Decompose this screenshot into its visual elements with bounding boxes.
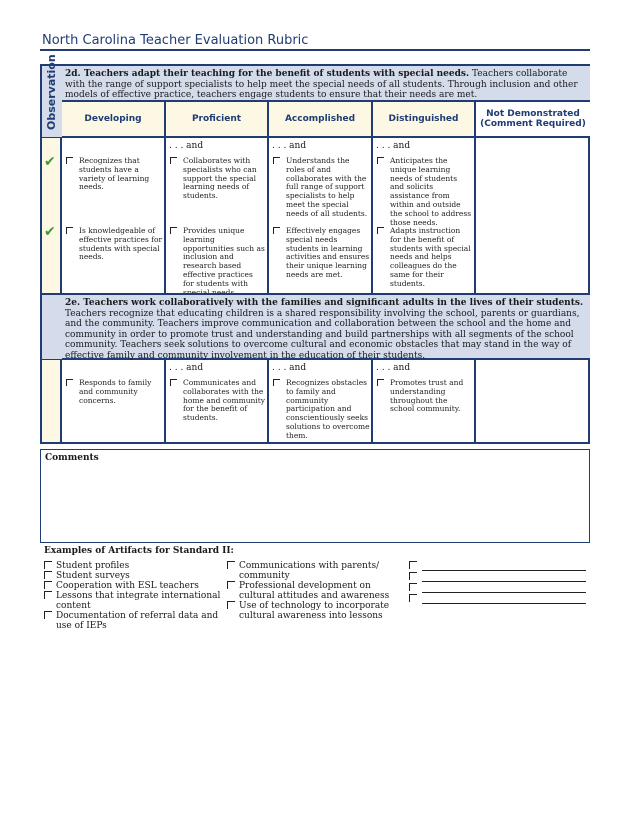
page-title: North Carolina Teacher Evaluation Rubric: [42, 33, 309, 48]
checkbox[interactable]: [273, 379, 280, 386]
artifact-checkbox[interactable]: [44, 571, 52, 579]
artifact-checkbox[interactable]: [227, 581, 235, 589]
blank-entry-line[interactable]: [422, 592, 586, 593]
artifact-item: Lessons that integrate international content: [56, 591, 221, 611]
checkbox[interactable]: [170, 379, 177, 386]
artifact-item: Communications with parents/ community: [239, 561, 380, 581]
rubric-item: Communicates and collaborates with the home and community for the benefit of students.: [183, 378, 266, 423]
blank-entry-line[interactable]: [422, 603, 586, 604]
rubric-item: Understands the roles of and collaborates with the full range of support specialists to help meet the special needs of all students.: [286, 156, 368, 218]
check-mark-icon: ✔: [44, 154, 56, 170]
check-mark-icon: ✔: [44, 224, 56, 240]
rubric-item: Anticipates the unique learning needs of students and solicits assistance from within and outside the school to address those needs.: [390, 156, 472, 227]
and-proficient-2d: . . . and: [169, 141, 204, 151]
artifact-item: Cooperation with ESL teachers: [56, 581, 199, 591]
title-rule: [40, 49, 590, 51]
rubric-item: Collaborates with specialists who can support the special learning needs of students.: [183, 156, 257, 201]
rubric-item: Promotes trust and understanding throughout the school community.: [390, 378, 464, 414]
artifact-checkbox[interactable]: [409, 572, 417, 580]
artifact-checkbox[interactable]: [227, 561, 235, 569]
header-distinguished: Distinguished: [373, 102, 476, 136]
rubric-item: Provides unique learning opportunities such as inclusion and research based effective practices for students with: [183, 226, 265, 288]
artifact-checkbox[interactable]: [227, 601, 235, 609]
and-accomplished-2d: . . . and: [272, 141, 307, 151]
artifact-item: Professional development on cultural attitudes and awareness: [239, 581, 390, 601]
rubric-item: Adapts instruction for the benefit of students with special needs and helps colleagues do the same for their students.: [390, 226, 471, 288]
standard-2d-description: [62, 66, 590, 102]
rubric-item: Recognizes obstacles to family and community participation and conscientiously seeks solutions to overcome them.: [286, 378, 370, 440]
comments-label: Comments: [45, 453, 99, 463]
and-accomplished-2e: . . . and: [272, 363, 307, 373]
artifact-item: Student profiles: [56, 561, 130, 571]
artifact-checkbox[interactable]: [409, 583, 417, 591]
side-band-2e: [42, 293, 62, 360]
checkbox[interactable]: [273, 227, 280, 234]
artifacts-title: Examples of Artifacts for Standard II:: [44, 546, 234, 556]
standard-2d-heading: 2d. Teachers adapt their teaching for the benefit of students with special needs.: [65, 69, 470, 79]
observation-label: Observation: [45, 54, 58, 130]
artifact-item: Student surveys: [56, 571, 130, 581]
checkbox[interactable]: [377, 227, 384, 234]
checkbox[interactable]: [66, 227, 73, 234]
rubric-item: Responds to family and community concerns.: [79, 378, 152, 405]
header-accomplished: Accomplished: [269, 102, 373, 136]
standard-2e-body: Teachers recognize that educating children is a shared responsibility involving the school, parents or guardians, and the community. Teachers improve communication and collaboration between the school and the home and community in order to promote trust and understanding and build partnerships with all segments of the school community. Teachers seek solutions to overcome cultural and economic obstacles that may stand in the way of effective family and community involvement in the education of their students.: [65, 308, 580, 361]
rubric-table: [40, 54, 590, 444]
artifact-item: Documentation of referral data and use of IEPs: [56, 611, 219, 631]
artifact-checkbox[interactable]: [44, 561, 52, 569]
standard-2e-description: [62, 293, 590, 360]
artifact-checkbox[interactable]: [409, 561, 417, 569]
checkbox[interactable]: [170, 227, 177, 234]
and-distinguished-2e: . . . and: [376, 363, 411, 373]
rubric-item: Recognizes that students have a variety of learning needs.: [79, 156, 150, 192]
standard-2e-heading: 2e. Teachers work collaboratively with the families and significant adults in the lives of their students.: [65, 298, 584, 308]
comments-box[interactable]: [40, 449, 590, 543]
and-proficient-2e: . . . and: [169, 363, 204, 373]
header-proficient: Proficient: [166, 102, 269, 136]
blank-entry-line[interactable]: [422, 570, 586, 571]
artifact-checkbox[interactable]: [44, 611, 52, 619]
checkbox[interactable]: [66, 157, 73, 164]
checkbox[interactable]: [377, 379, 384, 386]
checkbox[interactable]: [377, 157, 384, 164]
artifact-checkbox[interactable]: [44, 591, 52, 599]
rating-header-row: [62, 102, 590, 138]
checkbox[interactable]: [170, 157, 177, 164]
artifact-checkbox[interactable]: [44, 581, 52, 589]
blank-entry-line[interactable]: [422, 581, 586, 582]
checkbox[interactable]: [66, 379, 73, 386]
header-developing: Developing: [62, 102, 166, 136]
standard-2d-body: Teachers collaborate with the range of support specialists to help meet the special needs of all students. Through inclusion and other models of effective practice, teachers engage students to ensure that their needs are met.: [65, 69, 578, 100]
rubric-item: Effectively engages special needs students in learning activities and ensures their unique learning needs are met.: [286, 226, 370, 279]
header-not-demonstrated: Not Demonstrated (Comment Required): [476, 102, 590, 136]
checkbox[interactable]: [273, 157, 280, 164]
artifact-item: Use of technology to incorporate cultural awareness into lessons: [239, 601, 390, 621]
rubric-item: Is knowledgeable of effective practices for students with special needs.: [79, 226, 163, 262]
side-band-2d: [42, 54, 62, 138]
and-distinguished-2d: . . . and: [376, 141, 411, 151]
artifact-checkbox[interactable]: [409, 594, 417, 602]
